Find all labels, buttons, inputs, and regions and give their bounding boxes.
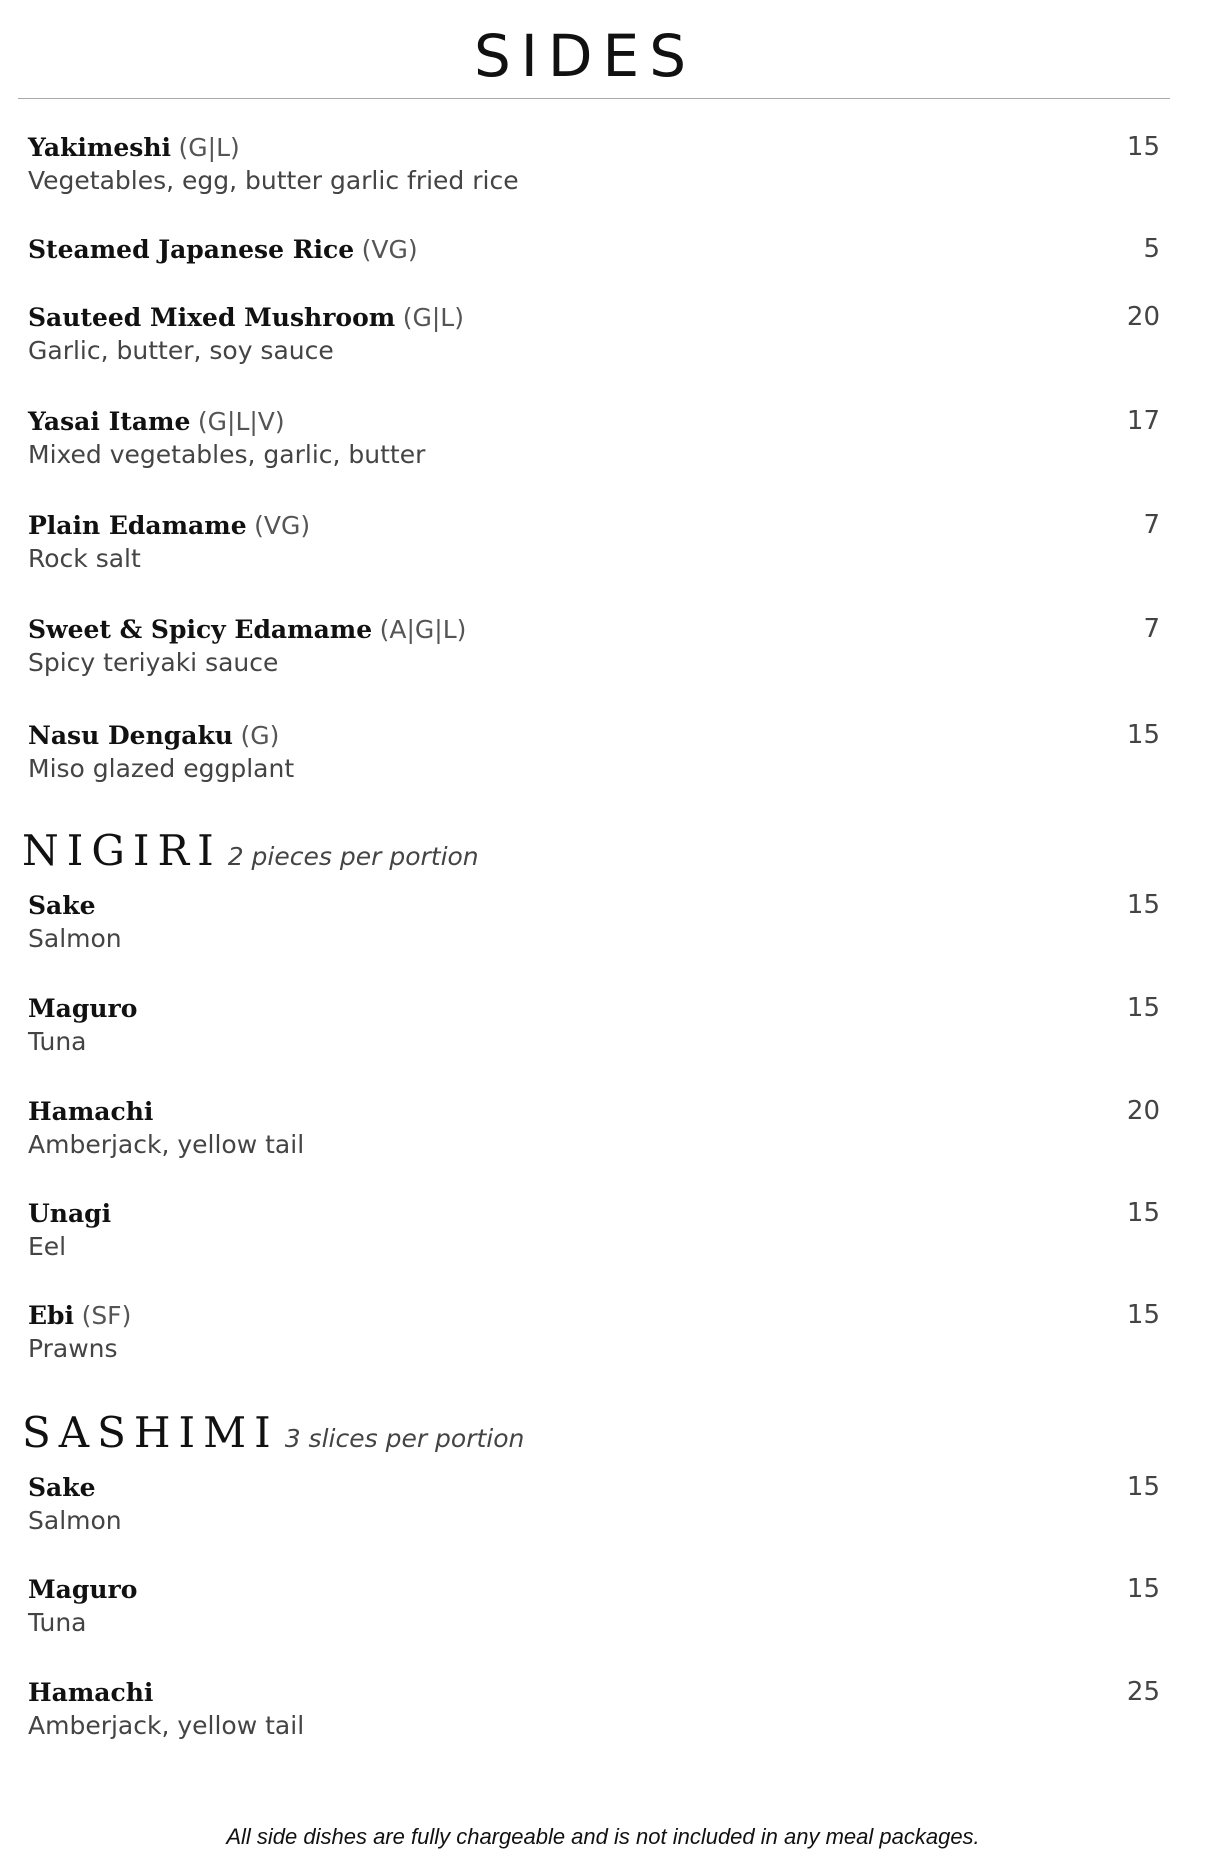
menu-item [28,405,1160,472]
item-description: Miso glazed eggplant [28,754,295,783]
item-price: 20 [1126,1096,1160,1126]
item-price: 15 [1126,720,1160,750]
item-price: 15 [1126,1574,1160,1604]
item-price: 7 [1143,614,1160,644]
menu-item [28,992,1160,1059]
item-description: Tuna [28,1608,87,1637]
item-name: Plain Edamame [28,511,247,540]
item-name: Sauteed Mixed Mushroom [28,303,396,332]
item-tags: (A|G|L) [379,615,467,644]
item-tags: (VG) [254,511,311,540]
menu-item [28,1095,1160,1162]
item-price: 5 [1143,234,1160,264]
item-price: 15 [1126,890,1160,920]
item-tags: (SF) [81,1301,132,1330]
item-price: 15 [1126,132,1160,162]
item-name: Nasu Dengaku [28,721,233,750]
item-tags: (G|L) [402,303,464,332]
menu-item [28,233,1160,266]
item-tags: (G|L|V) [197,407,285,436]
menu-item [28,889,1160,956]
section-title: NIGIRI [22,826,222,875]
item-tags: (G|L) [178,133,240,162]
menu-item [28,301,1160,368]
item-description: Amberjack, yellow tail [28,1711,305,1740]
nigiri-heading [22,826,479,875]
item-price: 20 [1126,302,1160,332]
item-description: Vegetables, egg, butter garlic fried rice [28,166,519,195]
footnote: All side dishes are fully chargeable and is not included in any meal packages. [226,1824,980,1849]
item-name: Yasai Itame [28,407,191,436]
item-price: 15 [1126,1198,1160,1228]
section-subtitle: 2 pieces per portion [227,842,479,871]
item-price: 15 [1126,1300,1160,1330]
title-divider [18,98,1170,99]
menu-item [28,613,1160,680]
section-title: SASHIMI [22,1408,279,1457]
sides-title: SIDES [473,22,697,90]
menu-item [28,1573,1160,1640]
item-name: Hamachi [28,1678,154,1707]
item-name: Steamed Japanese Rice [28,235,355,264]
menu-item [28,509,1160,576]
menu-item [28,719,1160,786]
item-price: 25 [1126,1677,1160,1707]
item-tags: (G) [240,721,280,750]
item-name: Sake [28,1473,96,1502]
item-description: Prawns [28,1334,118,1363]
item-name: Unagi [28,1199,112,1228]
section-subtitle: 3 slices per portion [284,1424,525,1453]
item-description: Spicy teriyaki sauce [28,648,279,677]
item-tags: (VG) [361,235,418,264]
item-name: Sake [28,891,96,920]
item-name: Hamachi [28,1097,154,1126]
menu-item [28,1676,1160,1743]
menu-item [28,1471,1160,1538]
item-name: Maguro [28,994,138,1023]
item-price: 15 [1126,993,1160,1023]
item-name: Yakimeshi [28,133,172,162]
item-description: Tuna [28,1027,87,1056]
item-description: Eel [28,1232,67,1261]
item-price: 7 [1143,510,1160,540]
item-description: Rock salt [28,544,141,573]
item-name: Maguro [28,1575,138,1604]
item-description: Garlic, butter, soy sauce [28,336,334,365]
item-price: 17 [1126,406,1160,436]
sashimi-heading [22,1408,524,1457]
menu-item [28,1197,1160,1264]
item-description: Salmon [28,1506,122,1535]
item-price: 15 [1126,1472,1160,1502]
item-name: Ebi [28,1301,75,1330]
menu-item [28,1299,1160,1366]
item-description: Salmon [28,924,122,953]
item-name: Sweet & Spicy Edamame [28,615,373,644]
item-description: Mixed vegetables, garlic, butter [28,440,426,469]
menu-item [28,131,1160,198]
item-description: Amberjack, yellow tail [28,1130,305,1159]
